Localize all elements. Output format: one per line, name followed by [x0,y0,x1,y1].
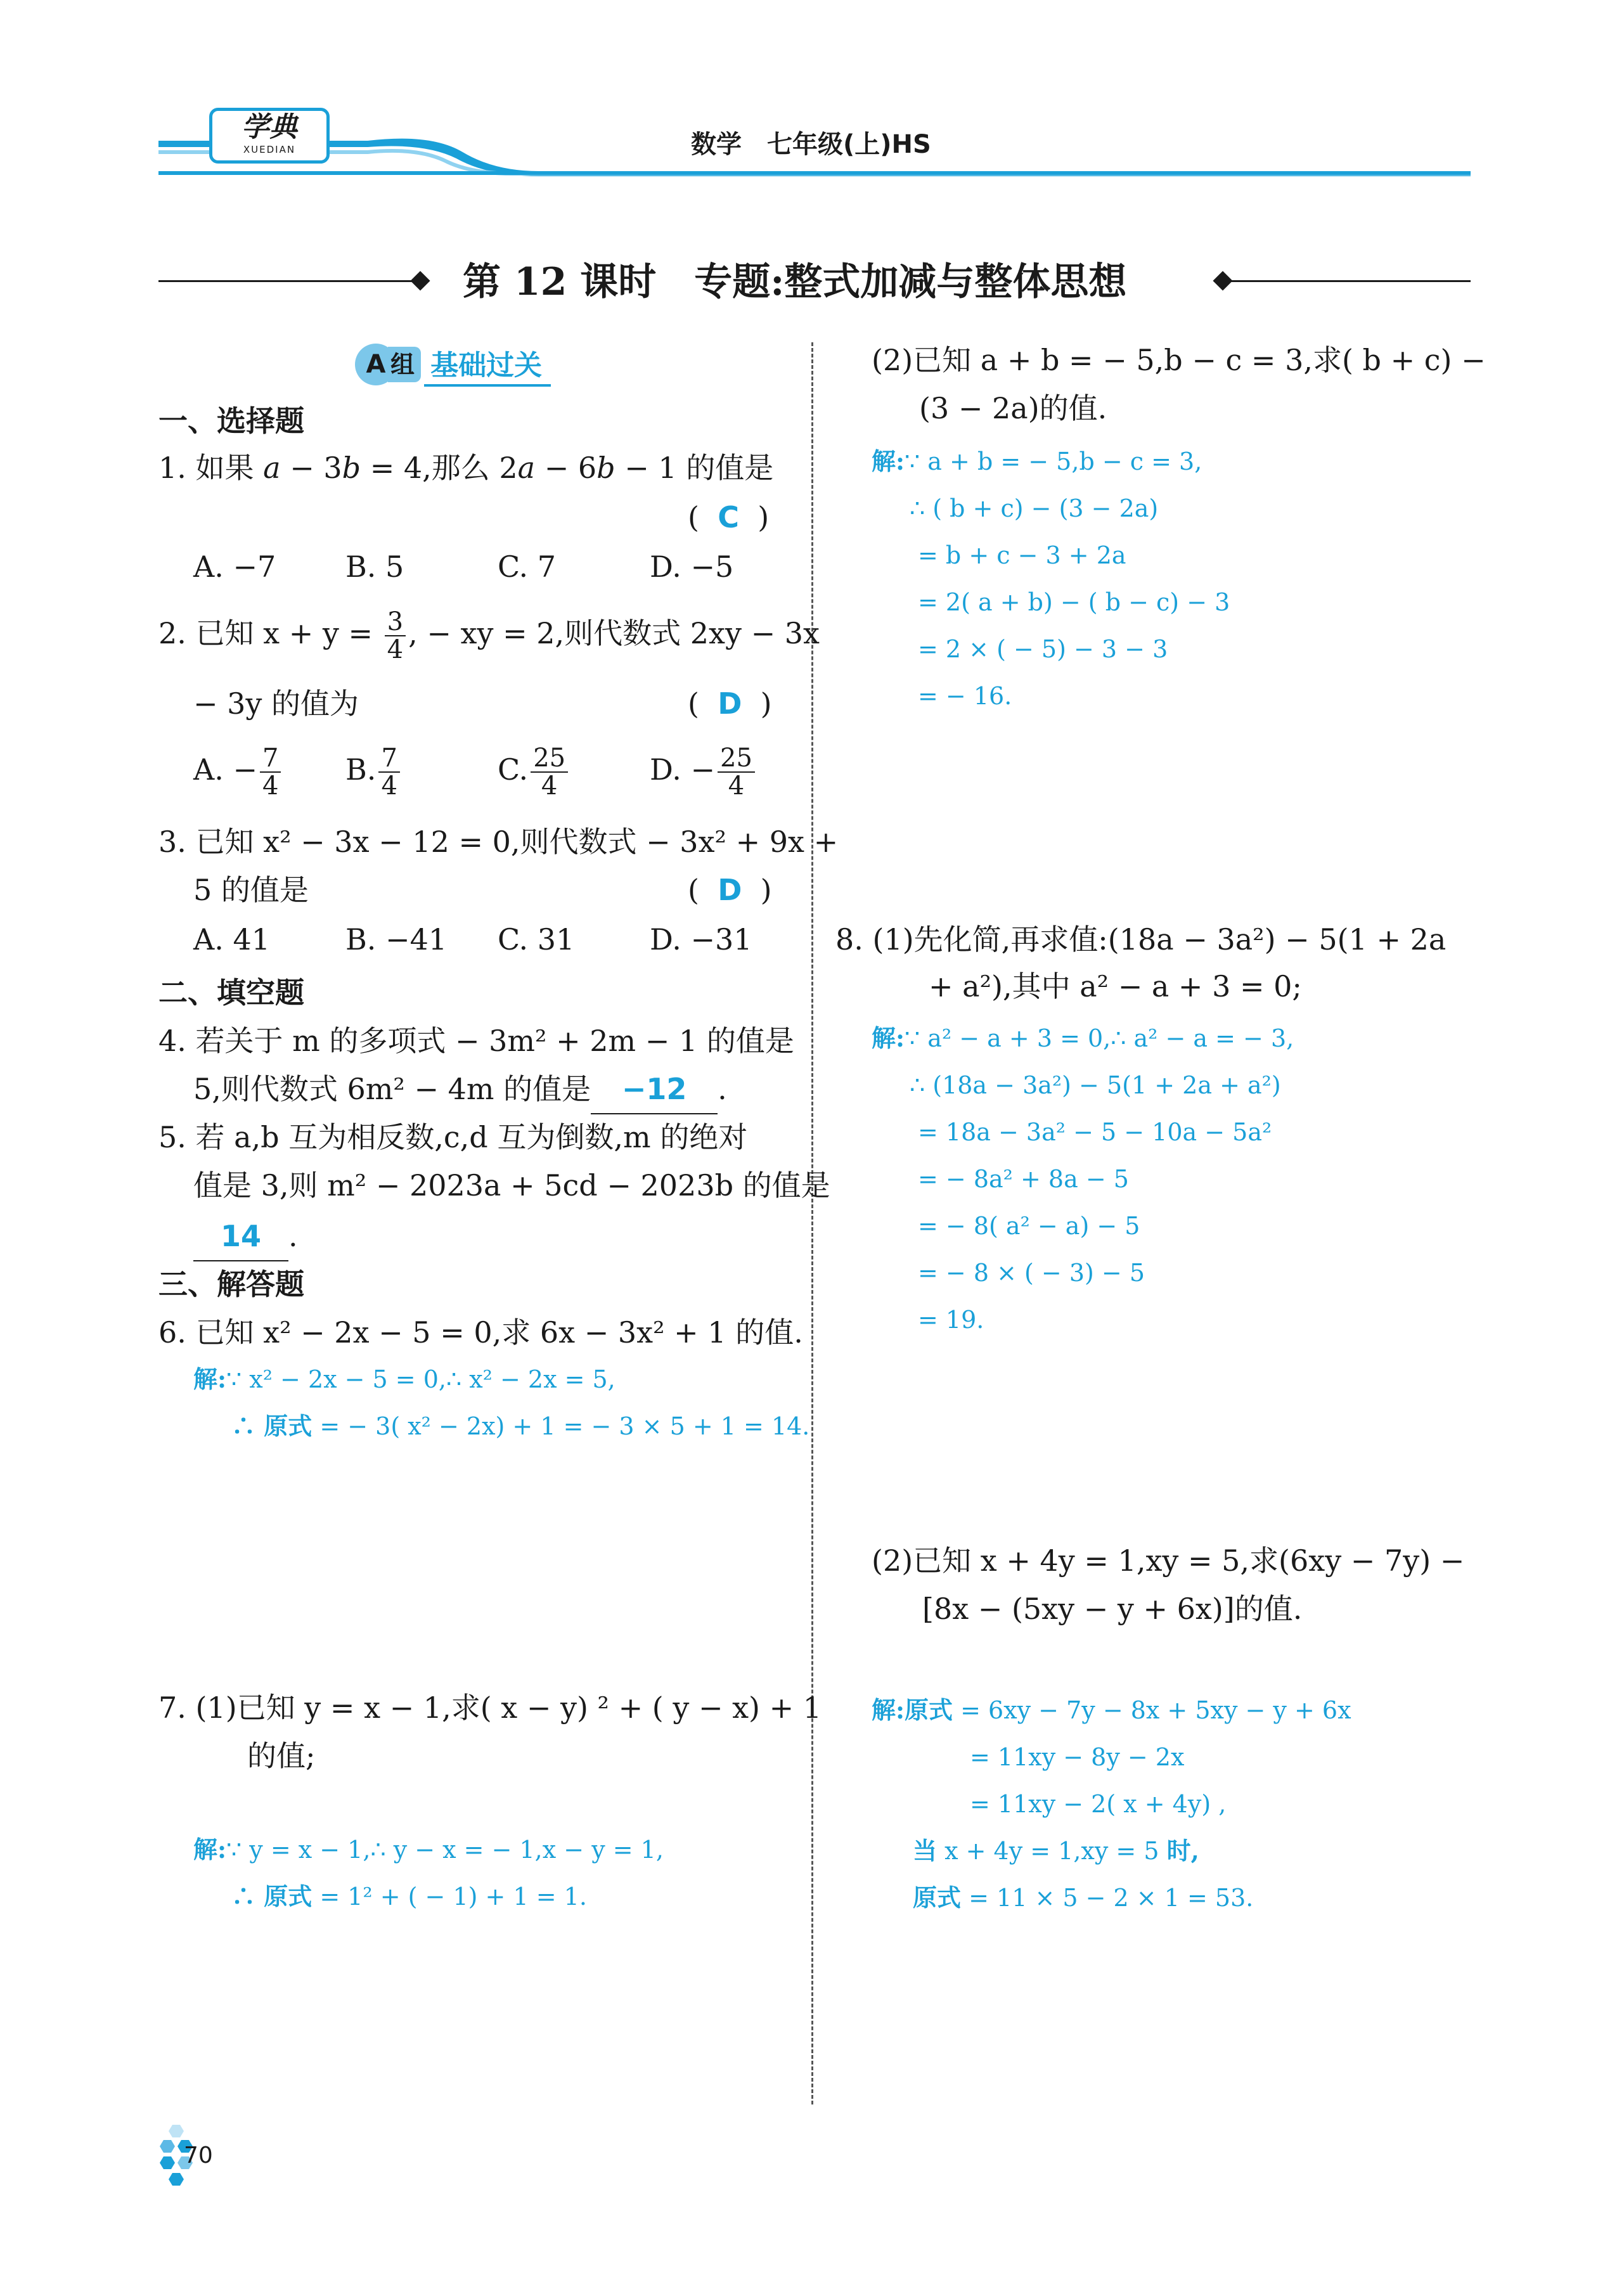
column-divider [811,342,813,2104]
q3-option-b: B. −41 [345,922,448,957]
title-rule-right [1228,280,1471,282]
q8-solution-5: = − 8( a² − a) − 5 [918,1212,1140,1240]
q7-part2-solution-4: = 2( a + b) − ( b − c) − 3 [918,588,1230,616]
logo-text-en: XUEDIAN [243,144,296,155]
q8-part2-solution-2: = 11xy − 8y − 2x [970,1743,1185,1771]
title-diamond-left [410,271,430,290]
title-rule-left [158,280,418,282]
q1-option-a: A. −7 [193,550,276,584]
q3-option-a: A. 41 [193,922,270,957]
q8-part2-text-line2: [8x − (5xy − y + 6x)]的值. [922,1592,1303,1626]
q7-part2-text: (2)已知 a + b = − 5,b − c = 3,求( b + c) − [872,343,1486,377]
q3-answer-box: ( D ) [688,873,772,907]
q3-text: 3. 已知 x² − 3x − 12 = 0,则代数式 − 3x² + 9x + [158,825,839,859]
q7-text: 7. (1)已知 y = x − 1,求( x − y) ² + ( y − x) + 1 [158,1691,822,1725]
q8-part2-solution-5: 原式 = 11 × 5 − 2 × 1 = 53. [913,1883,1254,1912]
q2-fraction: $\frac{3}{4}$ [385,609,406,663]
q6-text: 6. 已知 x² − 2x − 5 = 0,求 6x − 3x² + 1 的值. [158,1315,803,1350]
q4-text-line2: 5,则代数式 6m² − 4m 的值是 −12 . [193,1065,727,1114]
q8-text: 8. (1)先化简,再求值:(18a − 3a²) − 5(1 + 2a [835,922,1447,957]
page-title: 第 12 课时 专题:整式加减与整体思想 [463,260,1127,304]
q3-answer: D [718,873,742,907]
q6-solution-line1: 解:∵ x² − 2x − 5 = 0,∴ x² − 2x = 5, [193,1365,615,1393]
header-banner [158,108,1471,177]
q8-solution-4: = − 8a² + 8a − 5 [918,1165,1129,1193]
q2-text: 2. 已知 x + y = $\frac{3}{4}$ , − xy = 2,则代数式 2xy − 3x [158,607,820,664]
q2-option-a: A. − $\frac{7}{4}$ [193,745,283,799]
group-badge-suffix: 组 [388,347,421,382]
group-name: 基础过关 [424,342,551,387]
header-subject: 数学 七年级(上)HS [691,130,931,159]
q2-option-b: B. $\frac{7}{4}$ [345,745,403,799]
section-choice: 一、选择题 [158,404,304,438]
q3-option-c: C. 31 [498,922,575,957]
q2-answer-box: ( D ) [688,686,772,721]
q8-solution-1: 解:∵ a² − a + 3 = 0,∴ a² − a = − 3, [872,1024,1294,1052]
q2-option-c: C. $\frac{25}{4}$ [498,745,570,799]
q7-part2-solution-1: 解:∵ a + b = − 5,b − c = 3, [872,447,1202,475]
group-badge-letter: A [366,350,386,379]
q5-text: 5. 若 a,b 互为相反数,c,d 互为倒数,m 的绝对 [158,1120,748,1154]
q1-text: 1. 如果 a − 3b = 4,那么 2a − 6b − 1 的值是 [158,451,774,485]
q7-solution-line2: ∴ 原式 = 1² + ( − 1) + 1 = 1. [231,1882,587,1911]
q8-part2-solution-4: 当 x + 4y = 1,xy = 5 时, [913,1836,1199,1865]
q7-part2-solution-6: = − 16. [918,682,1012,710]
q3-option-d: D. −31 [650,922,752,957]
q7-text-line2: 的值; [247,1739,316,1773]
q2-option-d: D. − $\frac{25}{4}$ [650,745,757,799]
q8-solution-2: ∴ (18a − 3a²) − 5(1 + 2a + a²) [910,1071,1281,1099]
q5-text-line3: 14 . [193,1212,298,1261]
q1-answer: C [718,500,739,534]
q8-solution-6: = − 8 × ( − 3) − 5 [918,1259,1145,1287]
q8-solution-7: = 19. [918,1306,984,1334]
q2-text-line2: − 3y 的值为 [193,686,359,721]
q5-answer: 14 [193,1212,288,1261]
q5-text-line2: 值是 3,则 m² − 2023a + 5cd − 2023b 的值是 [193,1168,830,1202]
q7-part2-solution-5: = 2 × ( − 5) − 3 − 3 [918,635,1168,663]
section-fill: 二、填空题 [158,976,304,1010]
q1-option-d: D. −5 [650,550,734,584]
q1-option-c: C. 7 [498,550,557,584]
q8-text-line2: + a²),其中 a² − a + 3 = 0; [929,969,1302,1003]
q4-text: 4. 若关于 m 的多项式 − 3m² + 2m − 1 的值是 [158,1024,794,1058]
q7-part2-text-line2: (3 − 2a)的值. [919,391,1107,425]
q8-part2-solution-1: 解:原式 = 6xy − 7y − 8x + 5xy − y + 6x [872,1696,1351,1724]
q1-number: 1. [158,451,186,485]
q3-text-line2: 5 的值是 [193,873,309,907]
q7-part2-solution-2: ∴ ( b + c) − (3 − 2a) [910,494,1159,522]
q7-solution-line1: 解:∵ y = x − 1,∴ y − x = − 1,x − y = 1, [193,1835,664,1864]
q1-answer-box: ( C ) [688,500,770,534]
q8-solution-3: = 18a − 3a² − 5 − 10a − 5a² [918,1118,1272,1146]
q2-answer: D [718,686,742,721]
q1-option-b: B. 5 [345,550,404,584]
section-answer: 三、解答题 [158,1267,304,1301]
q8-part2-text: (2)已知 x + 4y = 1,xy = 5,求(6xy − 7y) − [872,1544,1465,1578]
group-heading [355,342,551,387]
q8-part2-solution-3: = 11xy − 2( x + 4y) , [970,1790,1227,1818]
q6-solution-line2: ∴ 原式 = − 3( x² − 2x) + 1 = − 3 × 5 + 1 = 14. [231,1412,810,1440]
logo-badge [209,108,330,164]
page-number: 70 [184,2143,213,2169]
q7-part2-solution-3: = b + c − 3 + 2a [918,541,1126,569]
logo-text-cn: 学典 [242,111,297,143]
q4-answer: −12 [591,1065,718,1114]
